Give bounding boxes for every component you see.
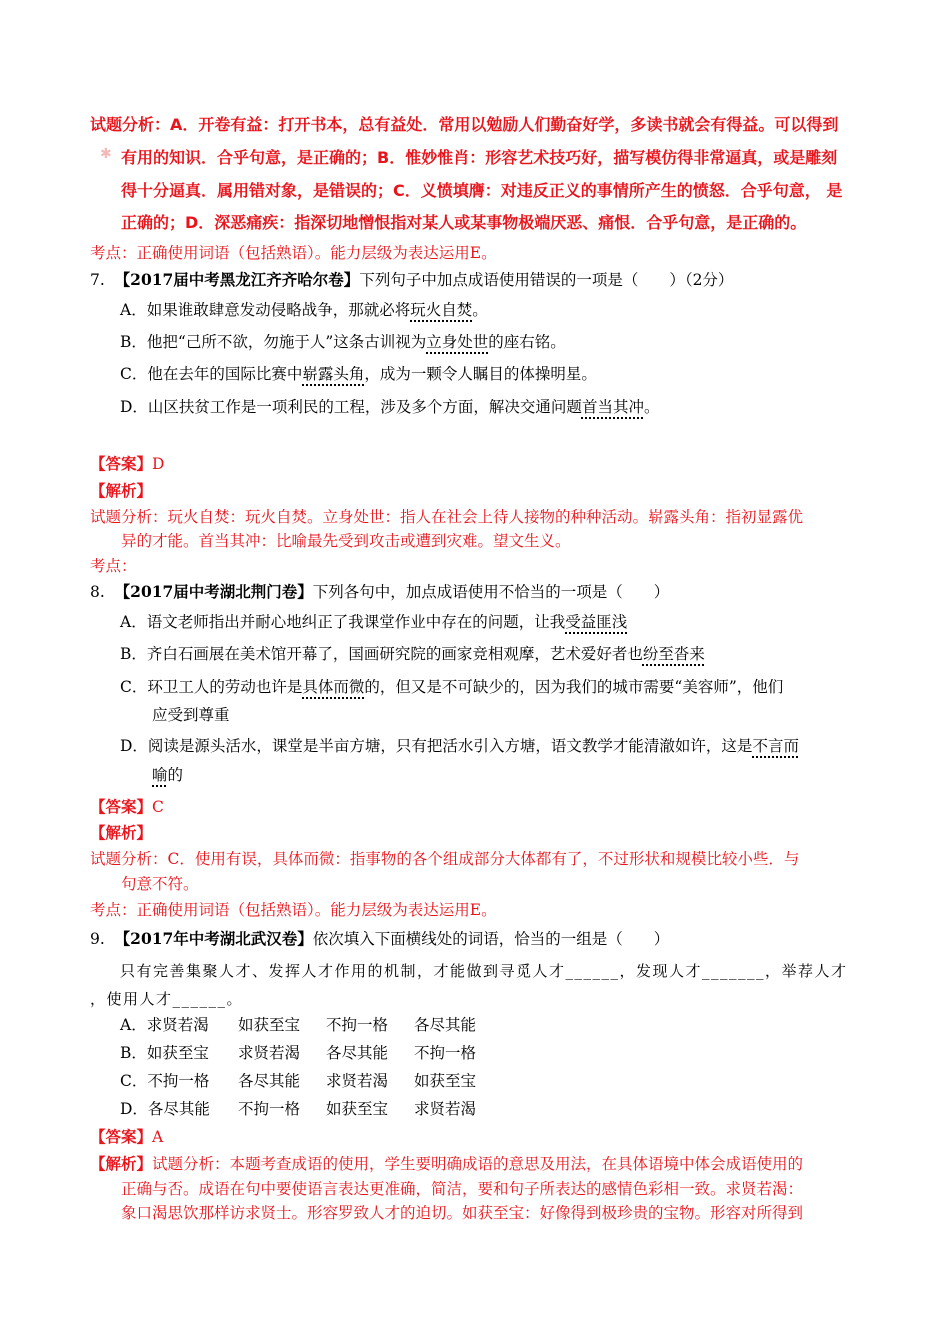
analysis6-line-2: 有用的知识．合乎句意，是正确的；B．惟妙惟肖：形容艺术技巧好，描写模仿得非常逼真，或是雕刻: [121, 148, 838, 167]
q8-option-c-cont: 应受到尊重: [152, 706, 230, 724]
dotted-idiom: 受益匪浅: [565, 613, 628, 631]
dotted-idiom: 玩火自焚: [410, 301, 473, 319]
dotted-idiom: 崭露头角: [302, 365, 365, 383]
q8-stem: [90, 581, 669, 603]
decorative-star: ✱: [100, 146, 112, 162]
analysis6-kaodian: 考点：正确使用词语（包括熟语）。能力层级为表达运用E。: [90, 244, 497, 262]
q8-question: 下列各句中，加点成语使用不恰当的一项是（ ）: [312, 583, 670, 601]
dotted-idiom: 喻: [152, 766, 168, 784]
q9-option-a: A．求贤若渴 如获至宝 不拘一格 各尽其能: [120, 1016, 477, 1034]
q9-answer: 【答案】A: [90, 1127, 164, 1146]
q9-stem: [90, 928, 669, 950]
q8-analysis-line-2: 句意不符。: [121, 875, 199, 893]
q9-question: 依次填入下面横线处的词语，恰当的一组是（ ）: [312, 930, 670, 948]
q9-passage-line-1: 只有完善集聚人才、发挥人才作用的机制，才能做到寻觅人才______，发现人才_______，举荐人才: [120, 962, 848, 980]
q7-option-c: C．他在去年的国际比赛中崭露头角，成为一颗令人瞩目的体操明星。: [120, 365, 597, 383]
q7-source: 【2017届中考黑龙江齐齐哈尔卷】: [114, 270, 360, 289]
analysis6-line-4: 正确的；D．深恶痛疾：指深切地憎恨指对某人或某事物极端厌恶、痛恨．合乎句意，是正确的。: [121, 213, 807, 232]
analysis6-line-3: 得十分逼真．属用错对象，是错误的；C．义愤填膺：对违反正义的事情所产生的愤怒．合乎句意， 是: [121, 181, 843, 200]
q7-option-d: D．山区扶贫工作是一项利民的工程，涉及多个方面，解决交通问题首当其冲。: [120, 398, 660, 416]
dotted-idiom: 不言而: [752, 737, 799, 755]
dotted-idiom: 立身处世: [426, 333, 489, 351]
q7-stem: [90, 269, 733, 291]
q8-analysis-label: 【解析】: [90, 823, 153, 842]
q9-option-d: D．各尽其能 不拘一格 如获至宝 求贤若渴: [120, 1100, 477, 1118]
dotted-idiom: 首当其冲: [581, 398, 644, 416]
q8-answer: 【答案】C: [90, 797, 164, 816]
q9-passage-line-2: ，使用人才______。: [90, 990, 244, 1008]
q8-option-b: B．齐白石画展在美术馆开幕了，国画研究院的画家竞相观摩，艺术爱好者也纷至沓来: [120, 645, 705, 663]
q9-number: 9.: [90, 930, 105, 948]
q7-analysis-line-1: 试题分析：玩火自焚：玩火自焚。立身处世：指人在社会上待人接物的种种活动。崭露头角：指初显露优: [90, 508, 804, 526]
q7-analysis-line-2: 异的才能。首当其冲：比喻最先受到攻击或遭到灾难。望文生义。: [121, 532, 571, 550]
q8-analysis-line-1: 试题分析：C．使用有误，具体而微：指事物的各个组成部分大体都有了，不过形状和规模比较小些．与: [90, 850, 800, 868]
q9-source: 【2017年中考湖北武汉卷】: [114, 929, 313, 948]
q9-option-c: C．不拘一格 各尽其能 求贤若渴 如获至宝: [120, 1072, 477, 1090]
q8-option-a: A．语文老师指出并耐心地纠正了我课堂作业中存在的问题，让我受益匪浅: [120, 613, 628, 631]
q8-number: 8.: [90, 583, 105, 601]
analysis6-line-1: 试题分析：A．开卷有益：打开书本，总有益处．常用以勉励人们勤奋好学，多读书就会有得益。可以得到: [90, 115, 839, 134]
dotted-idiom: 纷至沓来: [642, 645, 705, 663]
q9-analysis-line-2: 正确与否。成语在句中要使语言表达更准确，简洁，要和句子所表达的感情色彩相一致。求贤若渴：: [121, 1180, 804, 1198]
q9-option-b: B．如获至宝 求贤若渴 各尽其能 不拘一格: [120, 1044, 477, 1062]
q9-analysis-line-1: 【解析】试题分析：本题考查成语的使用，学生要明确成语的意思及用法，在具体语境中体会成语使用的: [90, 1154, 804, 1173]
q7-kaodian: 考点：: [90, 557, 137, 575]
dotted-idiom: 具体而微: [302, 678, 365, 696]
q8-option-d: D．阅读是源头活水，课堂是半亩方塘，只有把活水引入方塘，语文教学才能清澈如许，这是不言而: [120, 737, 799, 755]
q8-source: 【2017届中考湖北荆门卷】: [114, 582, 313, 601]
q8-option-d-cont: 喻的: [152, 766, 184, 784]
q7-option-b: B．他把“己所不欲，勿施于人”这条古训视为立身处世的座右铭。: [120, 333, 566, 351]
q7-analysis-label: 【解析】: [90, 481, 153, 500]
q7-answer: 【答案】D: [90, 454, 165, 473]
q9-analysis-line-3: 象口渴思饮那样访求贤士。形容罗致人才的迫切。如获至宝：好像得到极珍贵的宝物。形容对所得到: [121, 1204, 804, 1222]
q7-number: 7.: [90, 271, 105, 289]
q8-option-c: C．环卫工人的劳动也许是具体而微的，但又是不可缺少的，因为我们的城市需要“美容师”，他们: [120, 678, 784, 696]
q7-question: 下列句子中加点成语使用错误的一项是（ ）（2分）: [359, 271, 734, 289]
q7-option-a: A．如果谁敢肆意发动侵略战争，那就必将玩火自焚。: [120, 301, 488, 319]
q8-kaodian: 考点：正确使用词语（包括熟语）。能力层级为表达运用E。: [90, 901, 497, 919]
